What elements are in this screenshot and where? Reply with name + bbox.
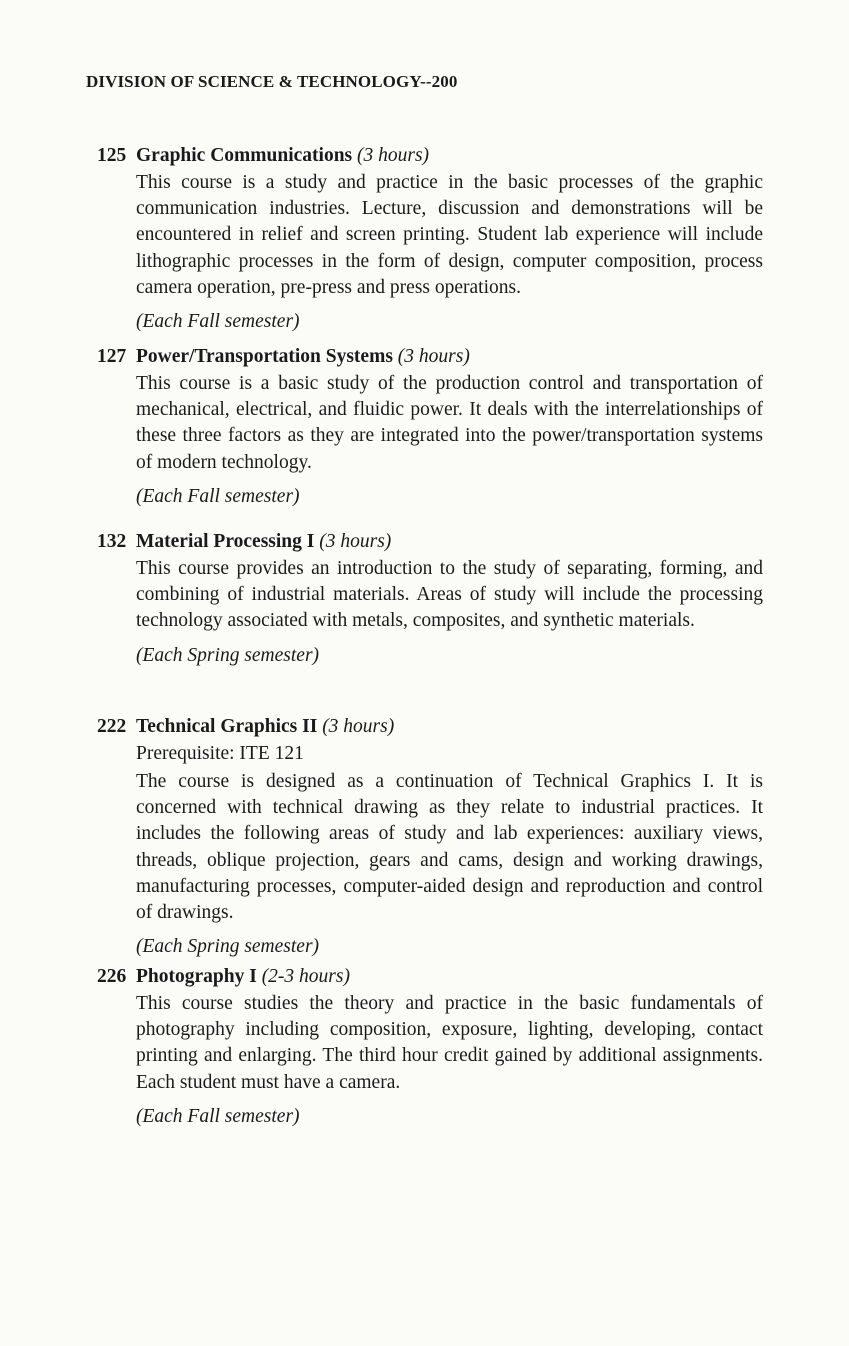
course-hours: (3 hours): [357, 145, 430, 166]
course-semester: (Each Fall semester): [136, 485, 300, 507]
course-number: 226: [97, 966, 127, 987]
course-heading: [97, 343, 769, 371]
course-title: Material Processing I: [136, 531, 315, 552]
course-hours: (3 hours): [319, 531, 392, 552]
course-entry: [97, 142, 769, 335]
course-hours: (2-3 hours): [261, 966, 350, 987]
course-heading: [97, 713, 769, 741]
course-semester: (Each Fall semester): [136, 311, 300, 333]
course-entry: [97, 343, 769, 510]
course-title: Graphic Communications: [136, 145, 353, 166]
course-title: Technical Graphics II: [136, 716, 318, 737]
course-semester: (Each Spring semester): [136, 644, 320, 666]
course-title: Power/Transportation Systems: [136, 346, 393, 367]
course-heading: [97, 963, 769, 991]
course-body: [136, 556, 763, 669]
course-heading: [97, 142, 769, 170]
course-number: 132: [97, 531, 127, 552]
course-hours: (3 hours): [397, 346, 470, 367]
course-heading: [97, 528, 769, 556]
running-head: DIVISION OF SCIENCE & TECHNOLOGY--200: [86, 72, 458, 91]
course-body: [136, 991, 763, 1130]
course-hours: (3 hours): [322, 716, 395, 737]
course-number: 222: [97, 716, 127, 737]
course-semester: (Each Fall semester): [136, 1105, 300, 1127]
course-number: 125: [97, 145, 127, 166]
course-description: This course provides an introduction to the study of separating, forming, and combining of industrial materials. Areas of study will include the processing technology associated with metals, composites, and synthetic materials.: [136, 558, 763, 632]
course-description: The course is designed as a continuation of Technical Graphics I. It is concerned with technical drawing as they relate to industrial practices. It includes the following areas of study and lab experiences: auxiliary views, threads, oblique projection, gears and cams, design and working drawings, manufacturing processes, computer-aided design and reproduction and control of drawings.: [136, 771, 763, 924]
course-entry: [97, 528, 769, 669]
course-semester: (Each Spring semester): [136, 936, 320, 958]
course-number: 127: [97, 346, 127, 367]
course-body: [136, 741, 763, 960]
course-body: [136, 371, 763, 510]
course-body: [136, 170, 763, 335]
course-prerequisite: Prerequisite: ITE 121: [136, 743, 304, 764]
course-entry: [97, 713, 769, 960]
course-description: This course is a basic study of the production control and transportation of mechanical, electrical, and fluidic power. It deals with the interrelationships of these three factors as they are integrated into the power/transportation systems of modern technology.: [136, 373, 763, 473]
course-title: Photography I: [136, 966, 257, 987]
course-description: This course studies the theory and practice in the basic fundamentals of photography including composition, exposure, lighting, developing, contact printing and enlarging. The third hour credit gained by additional assignments. Each student must have a camera.: [136, 993, 763, 1093]
course-description: This course is a study and practice in the basic processes of the graphic communication industries. Lecture, discussion and demonstrations will be encountered in relief and screen printing. Student lab experience will include lithographic processes in the form of design, computer composition, process camera operation, pre-press and press operations.: [136, 172, 763, 298]
course-entry: [97, 963, 769, 1130]
